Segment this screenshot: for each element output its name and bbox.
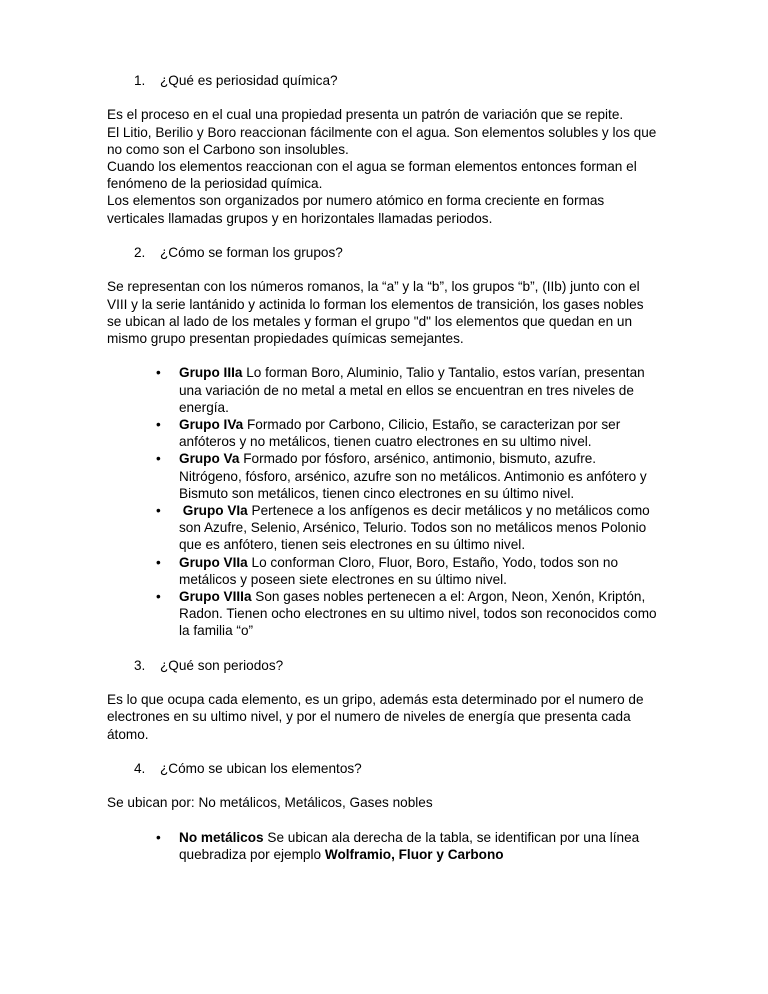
document-body bbox=[107, 72, 660, 863]
bullet-body-text: Son gases nobles pertenecen a el: Argon, Neon, Xenón, Kriptón, Radon. Tienen ocho electrones en su ultimo nivel, todos son reconocidos como la familia “o” bbox=[179, 589, 657, 639]
paragraph-spacer bbox=[107, 812, 660, 829]
question-number: 1. bbox=[134, 73, 146, 88]
bullet-body-text: Lo conforman Cloro, Fluor, Boro, Estaño, Yodo, todos son no metálicos y poseen siete electrones en su último nivel. bbox=[179, 554, 619, 587]
bullet-item bbox=[107, 588, 660, 640]
question-text: ¿Qué es periosidad química? bbox=[160, 73, 338, 88]
bullet-list bbox=[107, 829, 660, 863]
paragraph: Se ubican por: No metálicos, Metálicos, Gases nobles bbox=[107, 795, 433, 811]
paragraph-spacer bbox=[107, 640, 660, 657]
bullet-body-text: Formado por fósforo, arsénico, antimonio, bismuto, azufre. Nitrógeno, fósforo, arsénico, azufre son no metálicos. Antimonio es anfótero y Bismuto son metálicos, tienen cinco electrones en su último nivel. bbox=[179, 451, 647, 501]
question-item bbox=[107, 657, 660, 674]
question-number: 4. bbox=[134, 761, 146, 777]
bullet-dot-icon: • bbox=[156, 554, 161, 570]
bullet-dot-icon: • bbox=[156, 589, 161, 605]
bullet-emphasis-text: Wolframio, Fluor y Carbono bbox=[324, 847, 504, 862]
bullet-dot-icon: • bbox=[156, 451, 161, 467]
paragraph-spacer bbox=[107, 674, 660, 691]
question-list bbox=[107, 760, 660, 777]
bullet-item bbox=[107, 829, 660, 863]
bullet-dot-icon: • bbox=[156, 365, 161, 381]
bullet-item bbox=[107, 502, 660, 554]
bullet-list bbox=[107, 364, 660, 639]
paragraph: El Litio, Berilio y Boro reaccionan fácilmente con el agua. Son elementos solubles y los que no como son el Carbono son insolubles. bbox=[107, 124, 657, 157]
question-text: ¿Qué son periodos? bbox=[160, 657, 284, 673]
bullet-lead-label: No metálicos bbox=[179, 829, 264, 845]
paragraph: Se representan con los números romanos, la “a” y la “b”, los grupos “b”, (IIb) junto con el VIII y la serie lantánido y actinida lo forman los elementos de transición, los gases nobles se ubican al lado de los metales y forman el grupo "d" los elementos que quedan en un mismo grupo presentan propiedades químicas semejantes. bbox=[107, 279, 644, 346]
bullet-body-text: Formado por Carbono, Cilicio, Estaño, se caracterizan por ser anfóteros y no metálicos, tienen cuatro electrones en su ultimo nivel. bbox=[179, 417, 621, 450]
bullet-lead-label: Grupo VIIIa bbox=[179, 589, 252, 605]
paragraph: Cuando los elementos reaccionan con el agua se forman elementos entonces forman el fenómeno de la periosidad química. bbox=[107, 159, 637, 192]
paragraph-spacer bbox=[107, 347, 660, 364]
bullet-item bbox=[107, 416, 660, 450]
bullet-item bbox=[107, 364, 660, 416]
question-item bbox=[107, 72, 660, 89]
bullet-body-text: Lo forman Boro, Aluminio, Talio y Tantalio, estos varían, presentan una variación de no metal a metal en ellos se encuentran en tres niveles de energía. bbox=[179, 365, 645, 415]
question-text: ¿Cómo se forman los grupos? bbox=[160, 245, 343, 260]
bullet-lead-label: Grupo VIIa bbox=[179, 554, 248, 570]
paragraph-spacer bbox=[107, 227, 660, 244]
paragraph-spacer bbox=[107, 743, 660, 760]
paragraph: Es lo que ocupa cada elemento, es un gripo, además esta determinado por el numero de electrones en su ultimo nivel, y por el numero de niveles de energía que presenta cada átomo. bbox=[107, 692, 644, 742]
question-item bbox=[107, 760, 660, 777]
question-list bbox=[107, 244, 660, 261]
question-list bbox=[107, 72, 660, 89]
question-number: 2. bbox=[134, 245, 146, 260]
bullet-lead-label: Grupo IVa bbox=[179, 417, 244, 432]
bullet-lead-label: Grupo Va bbox=[179, 451, 240, 467]
bullet-dot-icon: • bbox=[156, 503, 161, 519]
bullet-lead-label: Grupo IIIa bbox=[179, 365, 243, 381]
question-text: ¿Cómo se ubican los elementos? bbox=[160, 761, 362, 777]
paragraph-spacer bbox=[107, 777, 660, 794]
bullet-dot-icon: • bbox=[156, 417, 161, 432]
paragraph-spacer bbox=[107, 261, 660, 278]
question-list bbox=[107, 657, 660, 674]
bullet-body-text: Se ubican ala derecha de la tabla, se identifican por una línea quebradiza por ejemplo bbox=[179, 829, 640, 862]
question-number: 3. bbox=[134, 657, 146, 673]
bullet-item bbox=[107, 554, 660, 588]
bullet-body-text: Pertenece a los anfígenos es decir metálicos y no metálicos como son Azufre, Selenio, Arsénico, Telurio. Todos son no metálicos menos Polonio que es anfótero, tienen seis electrones en su último nivel. bbox=[179, 503, 650, 553]
paragraph-spacer bbox=[107, 89, 660, 106]
question-item bbox=[107, 244, 660, 261]
paragraph: Es el proceso en el cual una propiedad presenta un patrón de variación que se repite. bbox=[107, 107, 624, 123]
paragraph: Los elementos son organizados por numero atómico en forma creciente en formas verticales llamadas grupos y en horizontales llamadas periodos. bbox=[107, 193, 605, 226]
bullet-lead-label: Grupo VIa bbox=[182, 503, 248, 519]
bullet-dot-icon: • bbox=[156, 829, 161, 845]
bullet-item bbox=[107, 450, 660, 502]
